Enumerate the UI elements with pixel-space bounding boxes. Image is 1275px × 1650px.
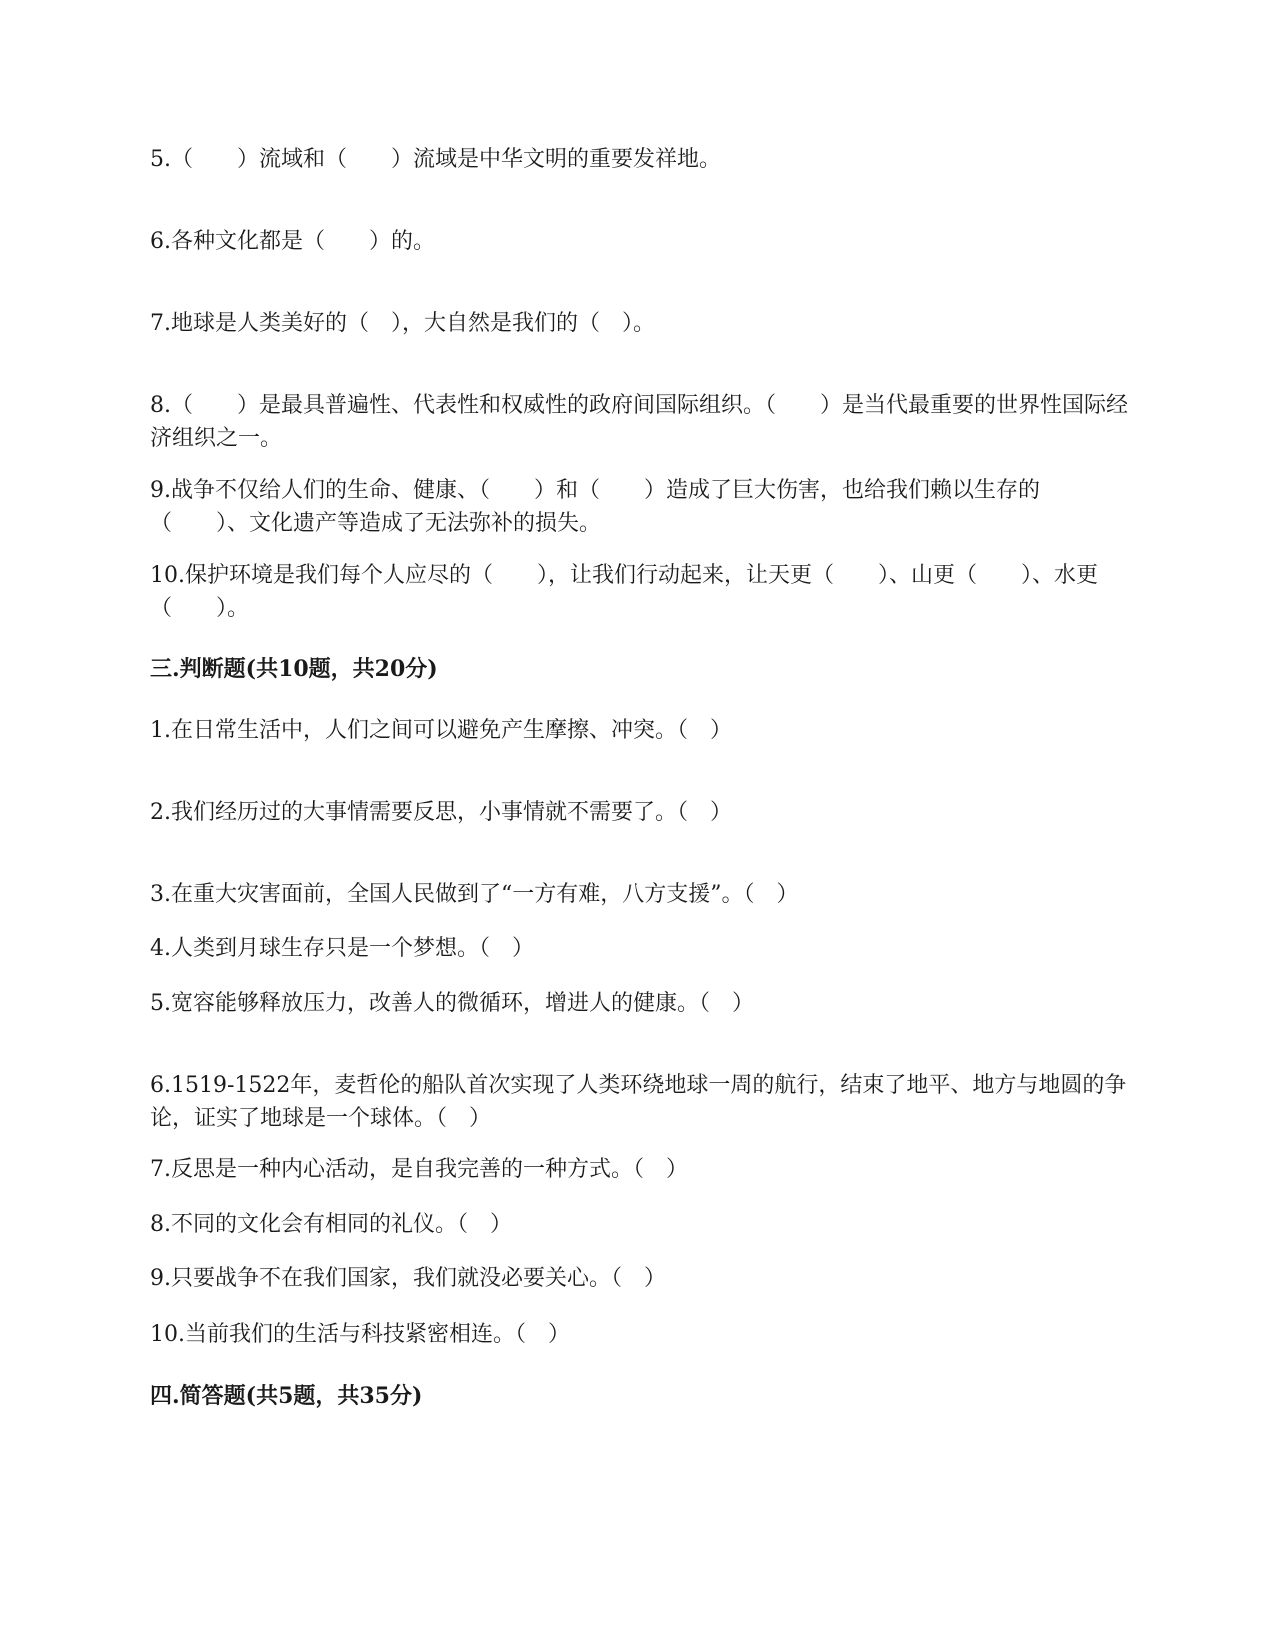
true-false-item-9: 9.只要战争不在我们国家，我们就没必要关心。（ ） — [150, 1266, 666, 1291]
fill-blank-item-10: 10.保护环境是我们每个人应尽的（ ），让我们行动起来，让天更（ ）、山更（ ）、水更（ ）。 — [150, 563, 1098, 621]
fill-blank-item-5: 5.（ ）流域和（ ）流域是中华文明的重要发祥地。 — [150, 147, 721, 172]
true-false-item-5: 5.宽容能够释放压力，改善人的微循环，增进人的健康。（ ） — [150, 991, 754, 1016]
true-false-item-1: 1.在日常生活中，人们之间可以避免产生摩擦、冲突。（ ） — [150, 718, 732, 743]
section-title-true-false: 三.判断题(共10题，共20分) — [150, 656, 438, 682]
fill-blank-item-6: 6.各种文化都是（ ）的。 — [150, 229, 435, 254]
true-false-item-2: 2.我们经历过的大事情需要反思，小事情就不需要了。（ ） — [150, 800, 732, 825]
true-false-item-3: 3.在重大灾害面前，全国人民做到了“一方有难，八方支援”。（ ） — [150, 882, 799, 907]
true-false-item-4: 4.人类到月球生存只是一个梦想。（ ） — [150, 936, 534, 961]
true-false-item-10: 10.当前我们的生活与科技紧密相连。（ ） — [150, 1322, 570, 1347]
true-false-item-6: 6.1519-1522年，麦哲伦的船队首次实现了人类环绕地球一周的航行，结束了地平、地方与地圆的争论，证实了地球是一个球体。（ ） — [150, 1073, 1127, 1131]
fill-blank-item-9: 9.战争不仅给人们的生命、健康、（ ）和（ ）造成了巨大伤害，也给我们赖以生存的（ ）、文化遗产等造成了无法弥补的损失。 — [150, 478, 1040, 536]
true-false-item-7: 7.反思是一种内心活动，是自我完善的一种方式。（ ） — [150, 1157, 688, 1182]
section-title-short-answer: 四.简答题(共5题，共35分) — [150, 1383, 423, 1409]
true-false-item-8: 8.不同的文化会有相同的礼仪。（ ） — [150, 1212, 512, 1237]
fill-blank-item-7: 7.地球是人类美好的（ ），大自然是我们的（ ）。 — [150, 311, 655, 336]
fill-blank-item-8: 8.（ ）是最具普遍性、代表性和权威性的政府间国际组织。（ ）是当代最重要的世界性国际经济组织之一。 — [150, 393, 1128, 451]
